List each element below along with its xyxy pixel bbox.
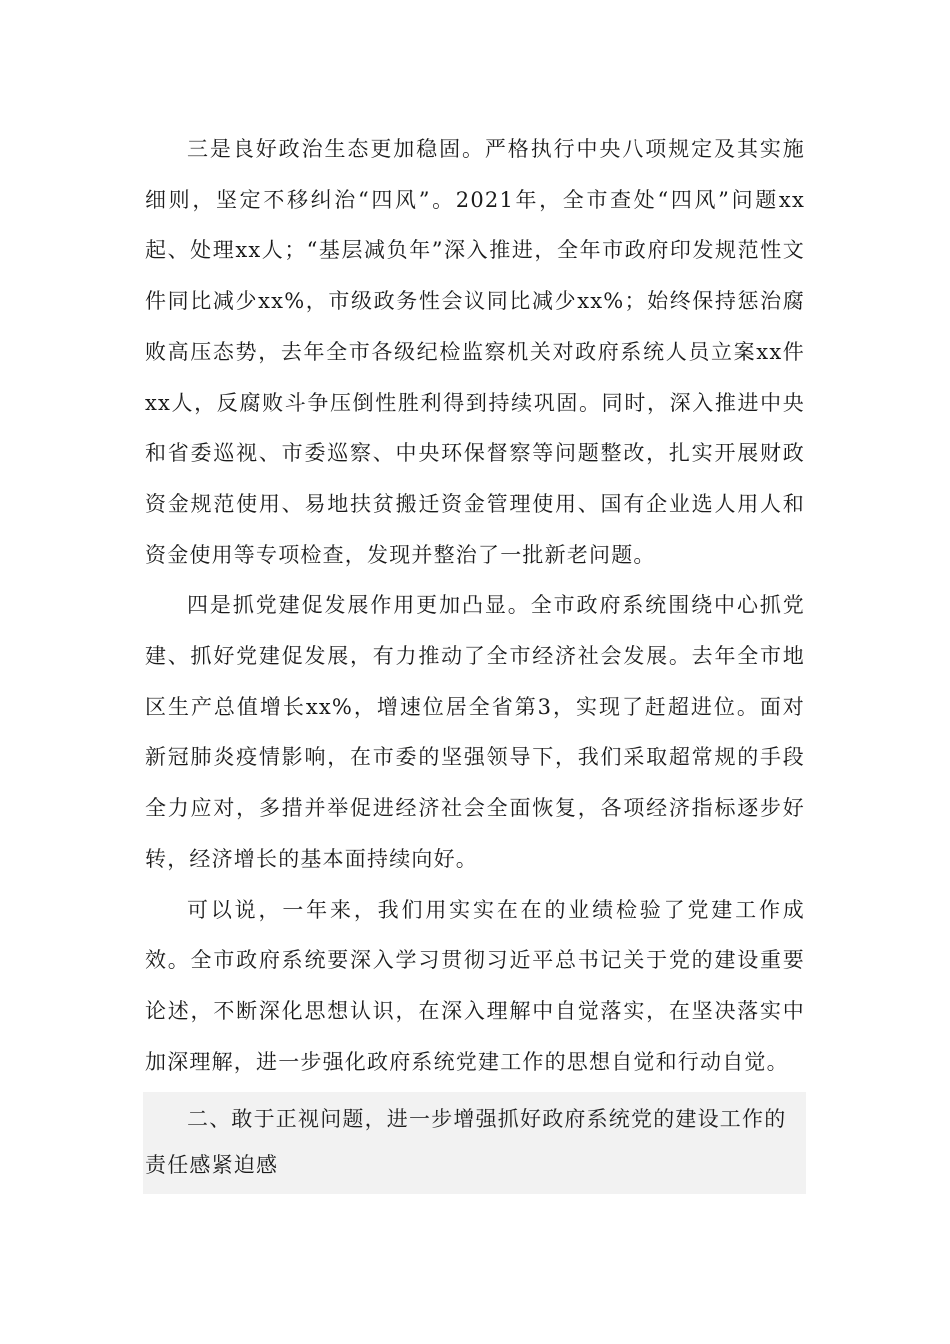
paragraph-summary: 可以说，一年来，我们用实实在在的业绩检验了党建工作成效。全市政府系统要深入学习贯彻习近平总书记关于党的建设重要论述，不断深化思想认识，在深入理解中自觉落实，在坚决落实中加深理解，进一步强化政府系统党建工作的思想自觉和行动自觉。 (145, 897, 805, 1074)
document-body (145, 124, 805, 1087)
section-heading: 二、敢于正视问题，进一步增强抓好政府系统党的建设工作的责任感紧迫感 (145, 1107, 787, 1177)
paragraph-party-building-development: 四是抓党建促发展作用更加凸显。全市政府系统围绕中心抓党建、抓好党建促发展，有力推动了全市经济社会发展。去年全市地区生产总值增长xx%，增速位居全省第3，实现了赶超进位。面对新冠肺炎疫情影响，在市委的坚强领导下，我们采取超常规的手段全力应对，多措并举促进经济社会全面恢复，各项经济指标逐步好转，经济增长的基本面持续向好。 (145, 593, 805, 871)
section-heading-box (143, 1092, 806, 1194)
paragraph-political-ecology: 三是良好政治生态更加稳固。严格执行中央八项规定及其实施细则，坚定不移纠治“四风”。2021年，全市查处“四风”问题xx起、处理xx人；“基层减负年”深入推进，全年市政府印发规范性文件同比减少xx%，市级政务性会议同比减少xx%；始终保持惩治腐败高压态势，去年全市各级纪检监察机关对政府系统人员立案xx件xx人，反腐败斗争压倒性胜利得到持续巩固。同时，深入推进中央和省委巡视、市委巡察、中央环保督察等问题整改，扎实开展财政资金规范使用、易地扶贫搬迁资金管理使用、国有企业选人用人和资金使用等专项检查，发现并整治了一批新老问题。 (145, 137, 805, 567)
